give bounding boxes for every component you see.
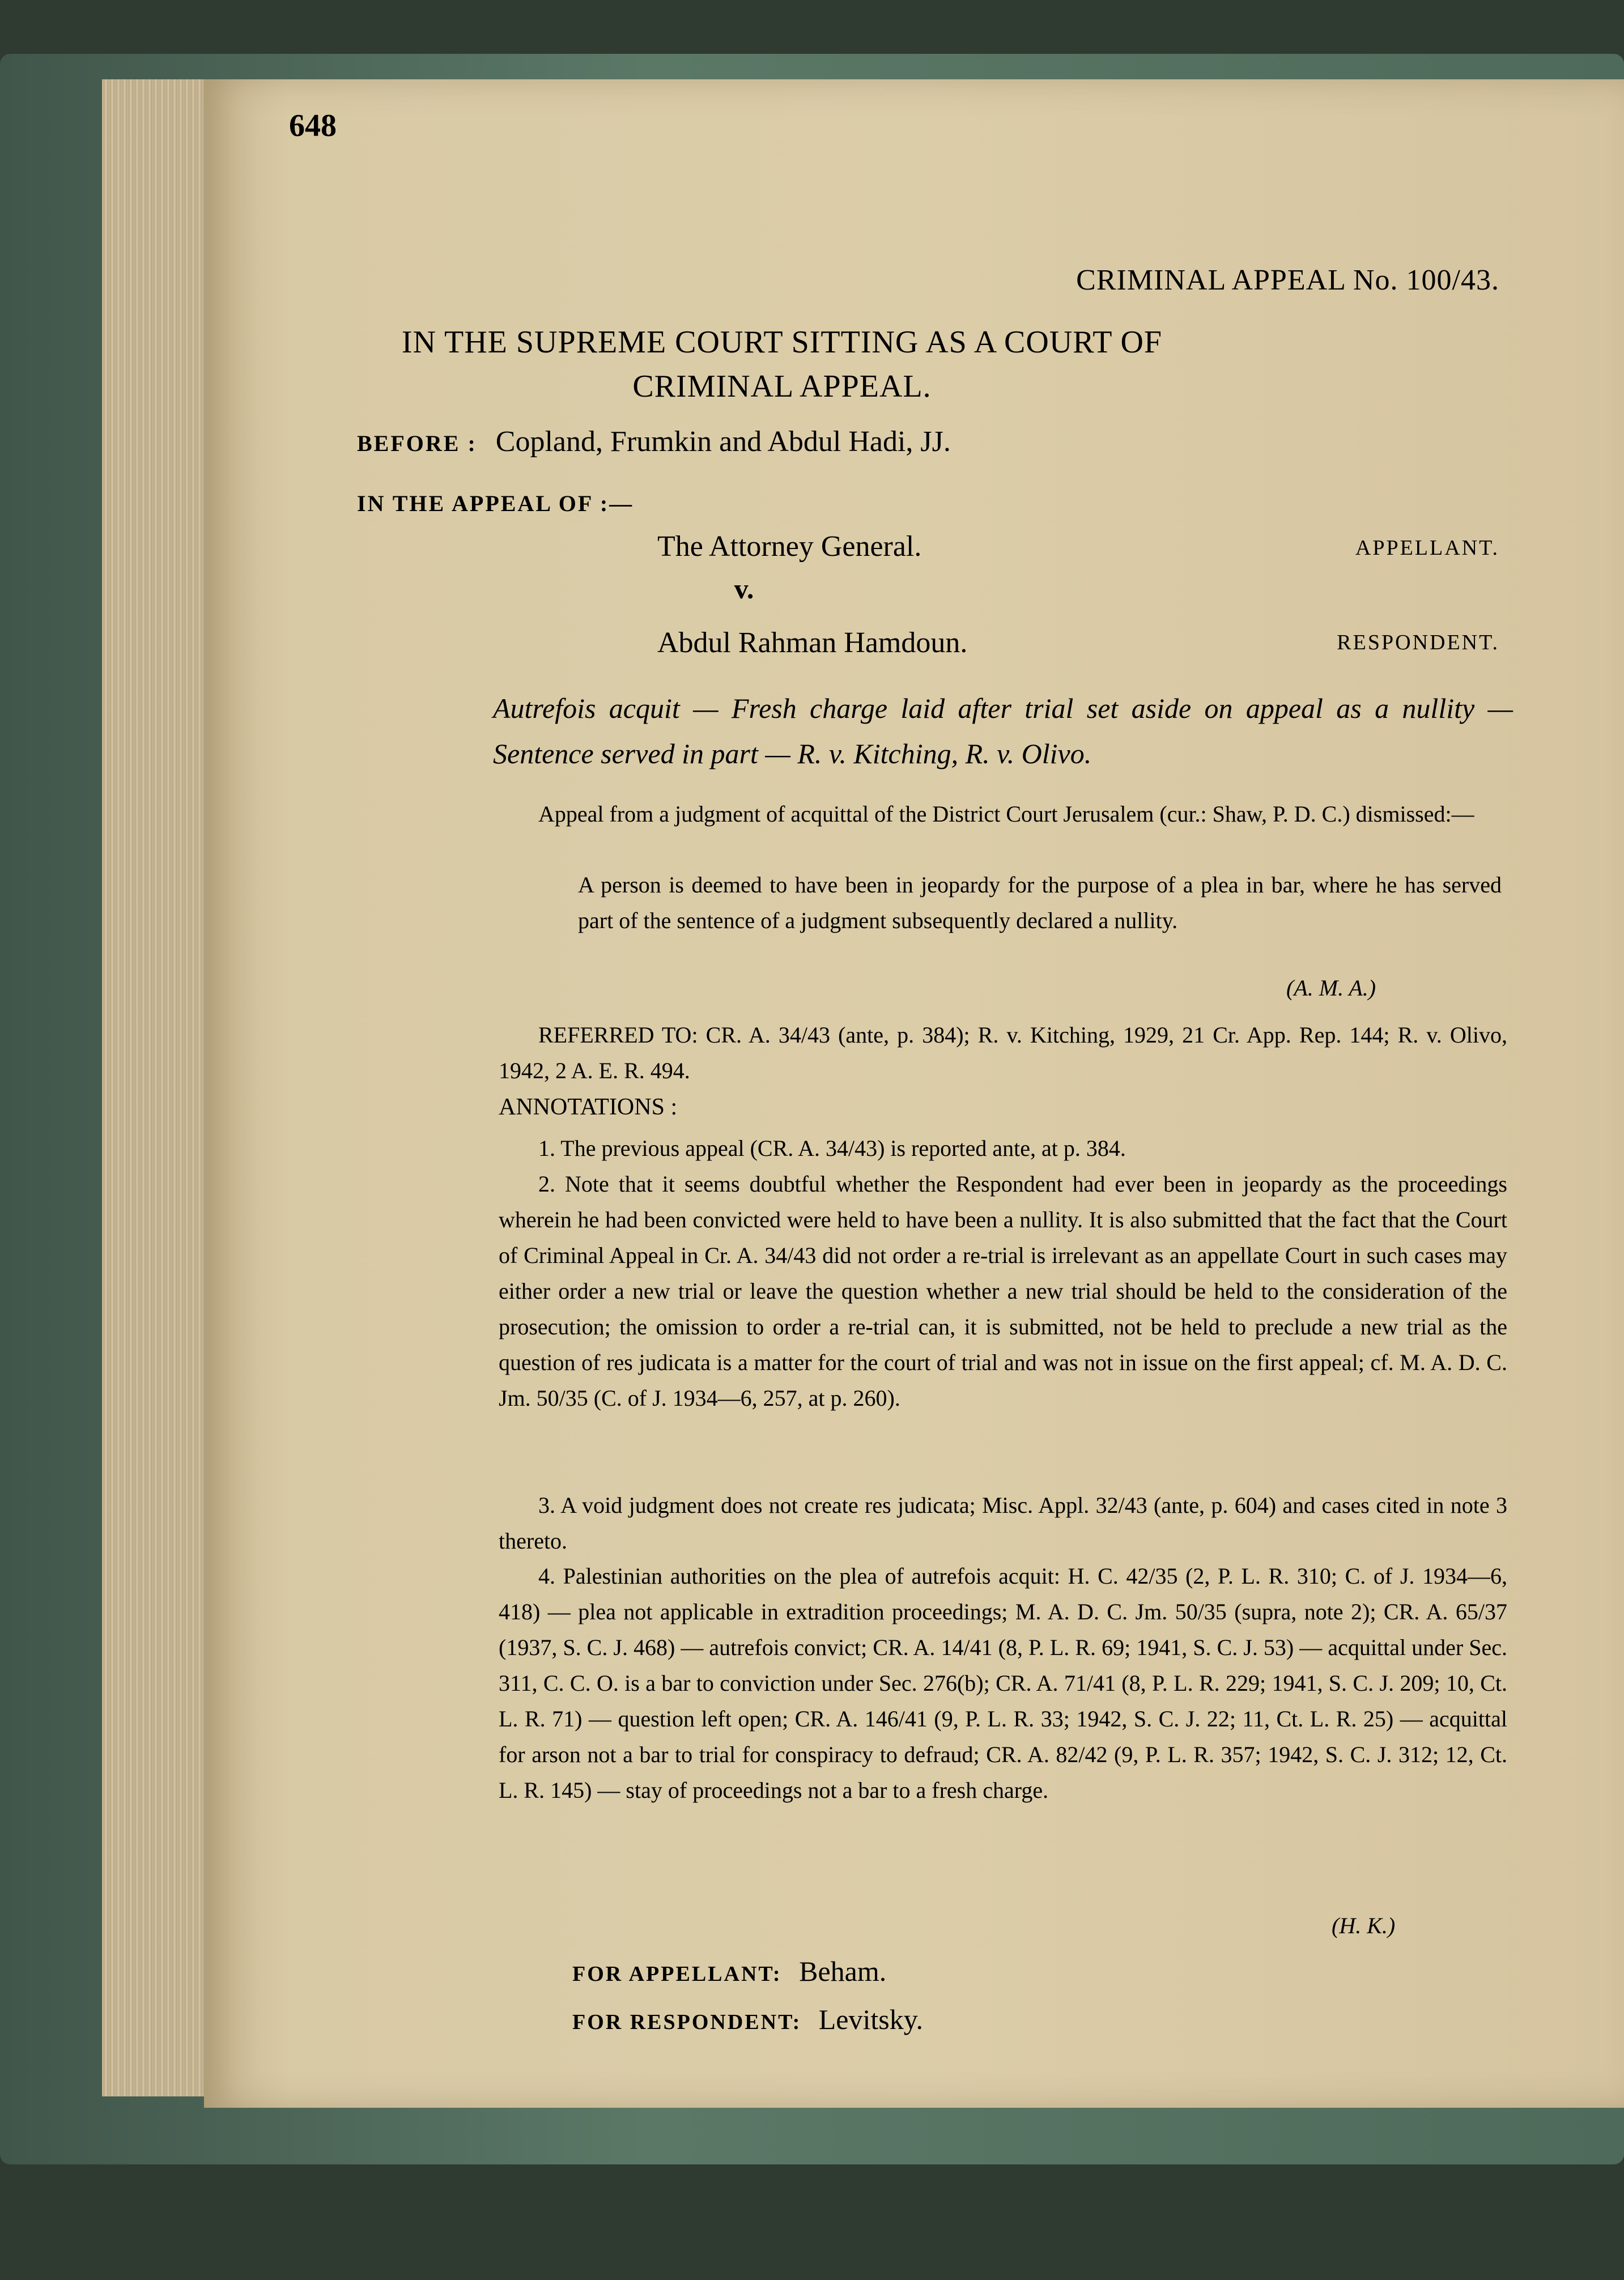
appeal-text: Appeal from a judgment of acquittal of the District Court Jerusalem (cur.: Shaw, P. D. C.) dismissed:—: [538, 801, 1474, 827]
headnote: Autrefois acquit — Fresh charge laid after trial set aside on appeal as a nullity — Sentence served in part — R. v. Kitching, R. v. Olivo.: [493, 692, 1513, 769]
bench: [357, 425, 951, 458]
annotation-3: 3. A void judgment does not create res judicata; Misc. Appl. 32/43 (ante, p. 604) and cases cited in note 3 thereto.: [499, 1492, 1507, 1554]
respondent-name: Abdul Rahman Hamdoun.: [657, 627, 968, 659]
annotations-label: ANNOTATIONS :: [499, 1094, 678, 1120]
for-respondent-label: FOR RESPONDENT:: [572, 2010, 802, 2034]
before-label: BEFORE :: [357, 431, 477, 456]
respondent-role: RESPONDENT.: [1337, 631, 1499, 654]
for-respondent: Levitsky.: [818, 2003, 923, 2035]
in-appeal-label: IN THE APPEAL OF :—: [357, 491, 634, 516]
appellant-name: The Attorney General.: [657, 530, 922, 563]
annotation-4: 4. Palestinian authorities on the plea of autrefois acquit: H. C. 42/35 (2, P. L. R. 310; C. of J. 1934—6, 418) — plea not applicable in extradition proceedings; M. A. D. C. Jm. 50/35 (supra, note 2); CR. A. 65/37 (1937, S. C. J. 468) — autrefois convict; CR. A. 14/41 (8, P. L. R. 69; 1941, S. C. J. 53) — acquittal under Sec. 311, C. C. O. is a bar to conviction under Sec. 276(b); CR. A. 71/41 (8, P. L. R. 229; 1941, S. C. J. 209; 10, Ct. L. R. 71) — question left open; CR. A. 146/41 (9, P. L. R. 33; 1942, S. C. J. 22; 11, Ct. L. R. 25) — acquittal for arson not a bar to trial for conspiracy to defraud; CR. A. 82/42 (9, P. L. R. 357; 1942, S. C. J. 312; 12, Ct. L. R. 145) — stay of proceedings not a bar to a fresh charge.: [499, 1563, 1507, 1803]
appellant-role: APPELLANT.: [1355, 536, 1499, 560]
page-number: 648: [289, 108, 337, 143]
for-appellant: Beham.: [799, 1955, 887, 1987]
referred-to: REFERRED TO: CR. A. 34/43 (ante, p. 384); R. v. Kitching, 1929, 21 Cr. App. Rep. 144; R. v. Olivo, 1942, 2 A. E. R. 494.: [499, 1022, 1507, 1083]
case-number: CRIMINAL APPEAL No. 100/43.: [1076, 264, 1499, 296]
holding-initials: (A. M. A.): [1286, 975, 1376, 1001]
judges: Copland, Frumkin and Abdul Hadi, JJ.: [495, 426, 951, 458]
versus: v.: [734, 573, 754, 605]
annotation-1: 1. The previous appeal (CR. A. 34/43) is reported ante, at p. 384.: [538, 1135, 1126, 1161]
court-title: IN THE SUPREME COURT SITTING AS A COURT OF CRIMINAL APPEAL.: [401, 325, 1163, 404]
for-appellant-label: FOR APPELLANT:: [572, 1962, 782, 1986]
annotations-initials: (H. K.): [1332, 1913, 1396, 1938]
counsel-respondent: [572, 2003, 923, 2036]
counsel-appellant: [572, 1955, 886, 1988]
annotation-2: 2. Note that it seems doubtful whether the Respondent had ever been in jeopardy as the proceedings wherein he had been convicted were held to have been a nullity. It is also submitted that the fact that the Court of Criminal Appeal in Cr. A. 34/43 did not order a re-trial is irrelevant as an appellate Court in such cases may either order a new trial or leave the question whether a new trial should be held to the consideration of the prosecution; the omission to order a re-trial can, it is submitted, not be held to preclude a new trial as the question of res judicata is a matter for the court of trial and was not in issue on the first appeal; cf. M. A. D. C. Jm. 50/35 (C. of J. 1934—6, 257, at p. 260).: [499, 1171, 1507, 1411]
holding: A person is deemed to have been in jeopardy for the purpose of a plea in bar, where he has served part of the sentence of a judgment subsequently declared a nullity.: [578, 872, 1502, 933]
